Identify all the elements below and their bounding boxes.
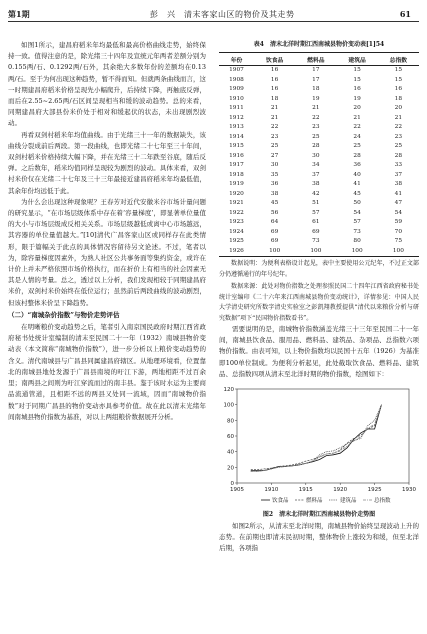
table-header-cell: 建筑品 <box>336 53 377 66</box>
table-cell: 1924 <box>229 228 244 235</box>
table-cell: 21 <box>270 105 279 111</box>
table-row <box>219 142 419 152</box>
table-cell: 25 <box>353 143 361 149</box>
series-line <box>251 405 382 470</box>
table-cell: 23 <box>394 133 403 140</box>
table-cell: 100 <box>295 247 336 257</box>
table-row <box>219 104 419 114</box>
table-cell: 21 <box>312 105 320 111</box>
table-cell: 61 <box>312 219 320 225</box>
table-row <box>219 218 419 228</box>
table-cell: 15 <box>353 67 361 73</box>
table-cell: 22 <box>394 124 403 130</box>
table-cell: 19 <box>353 95 361 102</box>
table-row <box>219 237 419 247</box>
table-header-cell: 饮食品 <box>254 53 295 66</box>
y-tick-label: 80 <box>227 418 234 425</box>
table-cell: 1919 <box>229 181 244 187</box>
table-cell: 16 <box>353 86 361 92</box>
body-paragraph: 如图2所示，从清末至北洋时期，南城县物价始终呈现波动上升的态势。在前期也即清末民初时期，整体物价上涨较为和缓，但至北洋后期，各项指 <box>219 522 419 553</box>
table-header-cell: 年份 <box>219 53 254 66</box>
x-tick-label: 1910 <box>264 487 279 494</box>
plot-frame <box>237 389 409 483</box>
legend-label: 总指数 <box>374 498 391 505</box>
table-cell: 18 <box>394 95 403 102</box>
legend-label: 燃料品 <box>306 498 323 505</box>
table-cell: 16 <box>270 76 279 83</box>
price-trend-chart <box>219 383 419 509</box>
table-cell: 45 <box>270 200 279 206</box>
table-caption: 表4 清末北洋时期江西南城县物价变动表[1]54 <box>253 41 385 48</box>
table-cell: 35 <box>270 171 279 178</box>
table-cell: 21 <box>270 114 279 121</box>
table-row <box>219 247 419 257</box>
table-cell: 21 <box>353 114 361 121</box>
table-row <box>219 161 419 171</box>
x-tick-label: 1915 <box>298 487 313 494</box>
series-line <box>251 405 382 471</box>
table-note: 数据说明：为便利表格设计起见，表中主要使用公元纪年，不过正文部分仍遵循通行的年号纪年。 <box>219 260 419 278</box>
x-tick-label: 1920 <box>333 487 348 494</box>
table-cell: 22 <box>353 124 361 130</box>
table-cell: 30 <box>312 152 320 159</box>
table-cell: 1916 <box>229 152 244 159</box>
table-row <box>219 199 419 209</box>
table-cell: 27 <box>270 152 279 159</box>
body-paragraph: 再看双剑村稻米年均值曲线。由于光绪三十一年的数据缺失，该曲线分裂成前后两段。第一段曲线，也即光绪二十七年至三十年间，双剑村稻米价格持续大幅下降，并在光绪三十二年跌至谷底，随后反弹。之后数年，稻米均值同样呈现较为剧烈的波动。具体来看，双剑村米价仅在光绪二十七年及三十三年最接近建昌府稻米年均最低值，其余年份均远低于此。 <box>8 130 206 195</box>
issue-number: 第1期 <box>8 9 30 19</box>
body-paragraph: 为什么会出现这种现象呢？王春芳对近代安徽米谷市场计量问题的研究显示，“在市场层级体系中存在着‘容量梯度’，即显著单位量值的大小与市场层级成反相关关系。市场层级越低或离中心市场越远，其容器的单位量值越大。”[10]清代广昌客家山区或同样存在此类情形，限于篇幅关于此点的具体情况容留待另文论述。不过，笔者以为，除容量梯度因素外，为熟人社区公共事务面等集约资金，或许在计价上并未严格依照市场价格执行，而在折价上有相当的社会因素无其是人情的考量。总之，透过以上分析，我们发现相较于同期建昌府米价，双剑村米价始终在低位运行；虽然前后两段曲线的波动剧烈，但该村整体米价呈下降趋势。 <box>8 197 206 307</box>
table-cell: 38 <box>312 181 320 187</box>
table-row <box>219 66 419 76</box>
table-cell: 17 <box>312 76 320 83</box>
table-cell: 73 <box>312 238 320 244</box>
table-cell: 24 <box>353 133 361 140</box>
table-cell: 28 <box>312 143 320 149</box>
table-cell: 20 <box>394 105 403 111</box>
table-cell: 33 <box>394 162 403 168</box>
legend-label: 饮食品 <box>272 498 289 505</box>
table-cell: 25 <box>312 133 320 140</box>
table-cell: 69 <box>270 238 279 244</box>
table-header-cell: 总指数 <box>378 53 419 66</box>
table-cell: 1914 <box>229 133 244 140</box>
table-cell: 19 <box>312 95 320 102</box>
table-row <box>219 85 419 95</box>
table-cell: 34 <box>312 162 320 168</box>
table-header-row <box>219 53 419 66</box>
table-cell: 69 <box>270 228 279 235</box>
body-paragraph: 在明晰粮价变动趋势之后，笔者引入南京国民政府时期江西省政府秘书处统计室编制的清末至民国二十一年（1932）南城县物价变动表（本文简称“南城物价指数”），进一步分析以上粮价变动趋势的含义。清代南城县与广昌县同属建昌府辖区。从地理环境看，位置靠北的南城县地处发源于广昌县南境的旴江下游，两地相距不过百余里；南两县之间则为旴江穿流而过的南丰县。鉴于该时水运为主要商品流通管道，且相距不远的两县又处同一流域，因而“南城物价指数”对于同期广昌县的物价变动亦具参考价值。故在此以清末光绪年间南城县物价指数为基准，对以上两组粮价数据展开分析。 <box>8 323 206 421</box>
x-tick-label: 1930 <box>402 487 416 494</box>
table-cell: 47 <box>394 200 403 206</box>
table-cell: 25 <box>394 143 403 149</box>
table-cell: 18 <box>270 95 279 102</box>
table-cell: 54 <box>353 209 361 216</box>
table-cell: 25 <box>270 143 279 149</box>
table-cell: 23 <box>312 124 320 130</box>
header-rule <box>8 21 419 22</box>
table-header-cell: 燃料品 <box>295 53 336 66</box>
y-tick-label: 100 <box>223 402 234 409</box>
x-tick-label: 1925 <box>367 487 382 494</box>
table-cell: 1912 <box>229 114 244 121</box>
table-cell: 54 <box>394 209 403 216</box>
table-cell: 1926 <box>219 247 254 257</box>
table-cell: 16 <box>270 67 279 73</box>
table-row <box>219 76 419 86</box>
body-paragraph: 需要说明的是，南城物价指数涵盖光绪三十三年至民国二十一年间，南城县饮食品、服用品、燃料品、建筑品、杂项品、总指数六项物价指数。由表可知，以上物价指数均以民国十五年（1926）为基准即100单位制成。为便利分析起见，此处截取饮食品、燃料品、建筑品、总指数四项从清末至北洋时期的物价指数，绘图如下： <box>219 325 419 378</box>
table-cell: 75 <box>394 238 403 244</box>
series-line <box>251 405 382 472</box>
table-row <box>219 133 419 143</box>
running-title: 彭 兴 清末客家山区的物价及其走势 <box>150 10 295 19</box>
table-cell: 73 <box>353 228 361 235</box>
chart-svg <box>219 383 419 509</box>
table-cell: 38 <box>394 181 403 187</box>
table-cell: 50 <box>353 200 361 206</box>
page-header <box>0 0 427 20</box>
table-cell: 100 <box>254 247 295 257</box>
table-cell: 59 <box>394 219 403 225</box>
table-cell: 1915 <box>229 143 244 149</box>
table-row <box>219 171 419 181</box>
table-cell: 15 <box>394 67 403 73</box>
y-tick-label: 40 <box>227 449 234 456</box>
table-cell: 1917 <box>229 162 244 168</box>
left-column <box>8 40 206 625</box>
figure-caption: 图2 清末北洋时期江西南城县物价走势图 <box>262 511 376 519</box>
page-number: 61 <box>399 9 411 19</box>
table-cell: 100 <box>378 247 419 257</box>
y-tick-label: 60 <box>227 434 234 441</box>
table-cell: 69 <box>312 228 320 235</box>
table-cell: 38 <box>270 190 279 197</box>
price-index-table <box>219 52 419 257</box>
table-cell: 51 <box>312 200 320 206</box>
table-cell: 42 <box>312 190 320 197</box>
table-cell: 70 <box>394 228 403 235</box>
table-cell: 41 <box>353 181 361 187</box>
table-cell: 1909 <box>229 86 244 92</box>
table-cell: 1910 <box>229 95 244 102</box>
table-cell: 1920 <box>229 190 244 197</box>
series-line <box>251 405 382 472</box>
table-row <box>219 209 419 219</box>
table-cell: 17 <box>312 67 320 73</box>
table-cell: 37 <box>312 171 320 178</box>
table-cell: 16 <box>270 86 279 92</box>
table-row <box>219 180 419 190</box>
table-cell: 18 <box>312 86 320 92</box>
right-column <box>219 40 419 630</box>
table-row <box>219 152 419 162</box>
table-cell: 1907 <box>229 67 244 73</box>
table-cell: 22 <box>312 114 320 121</box>
table-cell: 16 <box>394 86 403 92</box>
y-tick-label: 120 <box>223 387 234 394</box>
table-cell: 1923 <box>229 219 244 225</box>
table-cell: 57 <box>353 219 361 225</box>
table-cell: 1925 <box>229 238 244 244</box>
table-cell: 1911 <box>229 105 244 111</box>
table-cell: 57 <box>312 209 320 216</box>
table-cell: 36 <box>353 162 361 168</box>
legend-label: 建筑品 <box>340 498 357 505</box>
y-tick-label: 20 <box>227 465 234 472</box>
table-cell: 80 <box>353 238 361 244</box>
table-cell: 1921 <box>229 200 244 206</box>
table-cell: 1908 <box>229 76 244 83</box>
table-cell: 100 <box>336 247 377 257</box>
table-cell: 15 <box>394 76 403 83</box>
y-tick-label: 0 <box>230 481 234 488</box>
table-cell: 30 <box>270 162 279 168</box>
table-cell: 45 <box>353 190 361 197</box>
table-row <box>219 190 419 200</box>
table-cell: 40 <box>353 171 361 178</box>
table-cell: 41 <box>394 190 403 197</box>
table-cell: 1913 <box>229 124 244 130</box>
table-cell: 28 <box>394 152 403 159</box>
body-paragraph: 如图1所示，建昌府稻米年均最低和最高价格曲线走势，始终保持一致。值得注意的是，除光绪三十四年及宣统元年两者差额分别为0.155两/石、0.1292两/石外，其余绝大多数年份的差额均在0.13两/石。至于为何出现这种趋势，暂不得而知。但就两条曲线而言，这一时期建昌府稻米价格呈现先小幅爬升，后持续下降，再触底反弹，而后在2.55~2.65两/石区间呈现相当和缓的波动趋势。总的来看，同期建昌府大部县份米价处于相对和缓起伏的状态，未出现剧烈波动。 <box>8 41 206 128</box>
data-source-note: 数据来源：此处对物价指数之处理参照民国二十四年江西省政府秘书处统计室编印《二十六年来江西南城县物价变动统计》，详情参见：中国人民大学清史研究所数字清史实验室之彭凯翔教授提供“清代以来粮价分析与研究数据”项下“民国物价指数看书”。 <box>219 283 419 322</box>
table-cell: 22 <box>270 124 279 130</box>
table-cell: 1918 <box>229 171 244 178</box>
x-tick-label: 1905 <box>230 487 244 494</box>
table-cell: 28 <box>353 152 361 159</box>
table-cell: 36 <box>270 181 279 187</box>
table-row <box>219 123 419 133</box>
section-subheading: （二）“南城杂价指数”与物价走势评估 <box>8 310 120 319</box>
table-row <box>219 95 419 105</box>
table-cell: 20 <box>353 105 361 111</box>
table-cell: 15 <box>353 76 361 83</box>
table-row <box>219 228 419 238</box>
table-cell: 56 <box>270 209 279 216</box>
table-cell: 23 <box>270 133 279 140</box>
table-cell: 64 <box>270 219 279 225</box>
table-row <box>219 114 419 124</box>
table-cell: 21 <box>394 114 403 121</box>
table-cell: 1922 <box>229 209 244 216</box>
table-cell: 37 <box>394 171 403 178</box>
